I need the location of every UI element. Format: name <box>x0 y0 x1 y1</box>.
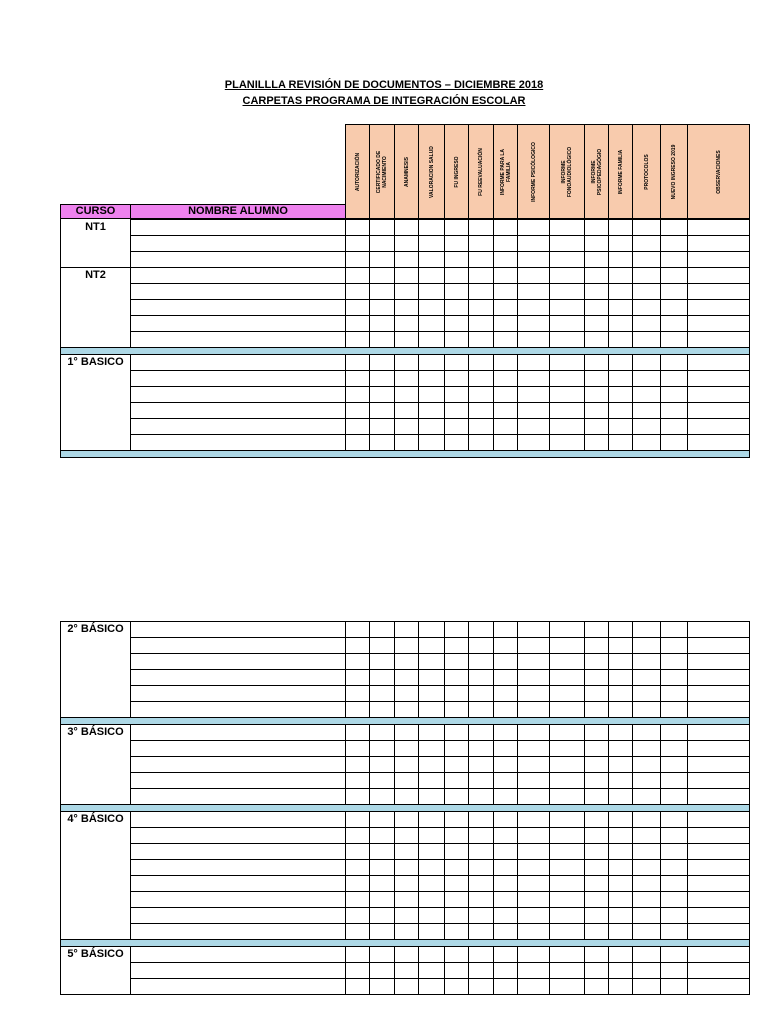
student-row[interactable] <box>131 268 345 283</box>
column-header-4 <box>418 124 445 219</box>
column-header-8 <box>517 124 550 219</box>
student-row[interactable] <box>131 371 345 386</box>
student-row[interactable] <box>131 638 345 653</box>
student-row[interactable] <box>131 702 345 717</box>
student-row[interactable] <box>131 252 345 267</box>
student-row[interactable] <box>131 220 345 235</box>
column-header-14 <box>687 124 750 219</box>
student-row[interactable] <box>131 908 345 923</box>
column-header-3 <box>394 124 419 219</box>
student-row[interactable] <box>131 316 345 331</box>
student-row[interactable] <box>131 812 345 827</box>
nombre-alumno-header: NOMBRE ALUMNO <box>130 204 346 219</box>
curso-header: CURSO <box>60 204 131 219</box>
column-header-label: INFORME PARA LA FAMILIA <box>499 148 512 195</box>
student-row[interactable] <box>131 654 345 669</box>
column-header-5 <box>444 124 469 219</box>
column-header-label: FU REEVALUACIÓN <box>478 147 484 196</box>
column-header-13 <box>660 124 688 219</box>
student-row[interactable] <box>131 924 345 939</box>
column-header-label: VALORACION SALUD <box>428 145 435 198</box>
column-header-11 <box>608 124 633 219</box>
column-header-label: CERTIFICADO DE NACIMIENTO <box>376 150 388 193</box>
curso-cell: 5° BÁSICO <box>60 946 131 995</box>
column-header-label: PROTOCOLOS <box>643 153 650 190</box>
student-row[interactable] <box>131 355 345 370</box>
student-row[interactable] <box>131 419 345 434</box>
student-row[interactable] <box>131 670 345 685</box>
student-row[interactable] <box>131 892 345 907</box>
student-row[interactable] <box>131 741 345 756</box>
curso-cell: 3° BÁSICO <box>60 724 131 805</box>
column-header-label: INFORME FONOAUDIOLÓGICO <box>561 146 573 197</box>
document-title-line-2: CARPETAS PROGRAMA DE INTEGRACIÓN ESCOLAR <box>242 95 526 107</box>
student-row[interactable] <box>131 300 345 315</box>
column-header-label: FU INGRESO <box>453 155 460 188</box>
document-title-line-1: PLANILLLA REVISIÓN DE DOCUMENTOS – DICIEMBRE 2018 <box>224 79 544 91</box>
column-header-label: NUEVO INGRESO 2019 <box>671 144 677 199</box>
curso-cell: 2° BÁSICO <box>60 621 131 718</box>
student-row[interactable] <box>131 844 345 859</box>
student-row[interactable] <box>131 876 345 891</box>
student-row[interactable] <box>131 860 345 875</box>
column-header-9 <box>549 124 585 219</box>
student-row[interactable] <box>131 387 345 402</box>
student-row[interactable] <box>131 773 345 788</box>
curso-cell: 4° BÁSICO <box>60 811 131 940</box>
column-header-label: OBSERVACIONES <box>715 149 722 194</box>
student-row[interactable] <box>131 403 345 418</box>
student-row[interactable] <box>131 979 345 994</box>
student-row[interactable] <box>131 435 345 450</box>
student-row[interactable] <box>131 622 345 637</box>
column-header-label: INFORME PSICOPEDAGÓGIO <box>590 148 603 195</box>
column-header-1 <box>345 124 370 219</box>
student-row[interactable] <box>131 757 345 772</box>
column-header-label: AUTORIZACIÓN <box>354 152 361 191</box>
curso-cell: NT1 <box>60 219 131 268</box>
column-header-7 <box>493 124 518 219</box>
student-row[interactable] <box>131 236 345 251</box>
column-header-10 <box>584 124 609 219</box>
curso-cell: NT2 <box>60 267 131 348</box>
section-separator <box>60 450 750 458</box>
student-row[interactable] <box>131 725 345 740</box>
student-row[interactable] <box>131 284 345 299</box>
column-header-2 <box>369 124 395 219</box>
column-header-12 <box>632 124 661 219</box>
student-row[interactable] <box>131 686 345 701</box>
curso-cell: 1° BASICO <box>60 354 131 451</box>
column-header-label: ANAMNESIS <box>403 156 410 187</box>
student-row[interactable] <box>131 789 345 804</box>
student-row[interactable] <box>131 828 345 843</box>
student-row[interactable] <box>131 963 345 978</box>
student-row[interactable] <box>131 947 345 962</box>
column-header-6 <box>468 124 494 219</box>
column-header-label: INFORME FAMILIA <box>617 149 624 194</box>
student-row[interactable] <box>131 332 345 347</box>
column-header-label: INFORME PSICÓLOGICO <box>530 141 537 202</box>
